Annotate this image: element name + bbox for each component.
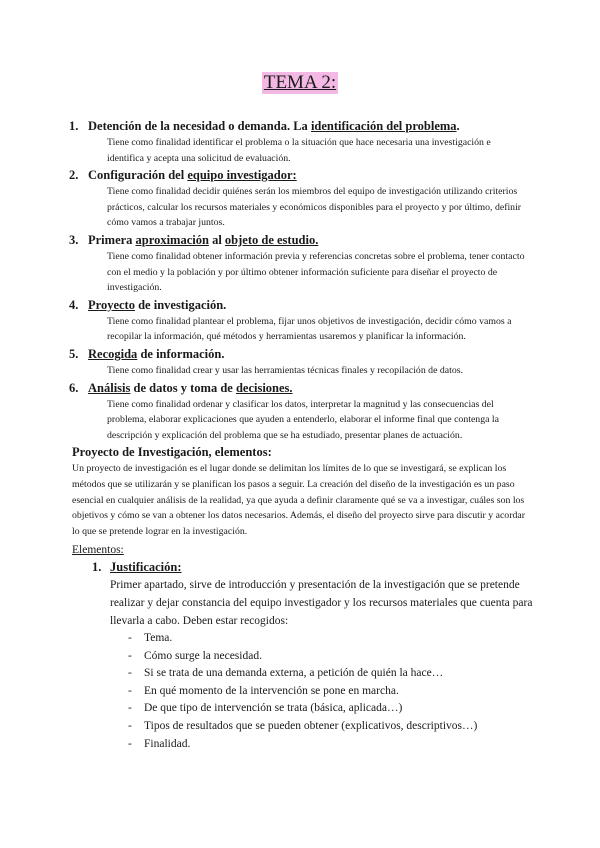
step-heading-underlined-2: decisiones. — [235, 380, 293, 395]
section-paragraph: Un proyecto de investigación es el lugar donde se delimitan los límites de lo que se investigará, se explican los métodos que se utilizarán y se planifican los pasos a seguir. La creación del diseño de la investigación es un paso esencial en cualquier análisis de la realidad, ya que ayuda a definir claramente qué se va a investigar, cuáles son los objetivos y cómo se van a obtener los datos necesarios. Además, el diseño del proyecto sirve para discutir y acordar lo que se pretende lograr en la investigación. — [72, 463, 525, 538]
justification-items — [128, 630, 532, 753]
step-description: Tiene como finalidad plantear el problema, fijar unos objetivos de investigación, decidir cómo vamos a recopilar la información, qué métodos y herramientas usaremos y planificar la información. — [107, 315, 512, 343]
step-heading-text: Configuración del — [88, 168, 188, 183]
list-item: - En qué momento de la intervención se pone en marcha. — [128, 683, 532, 701]
list-item: - De que tipo de intervención se trata (básica, aplicada…) — [128, 700, 532, 718]
list-item: - Tipos de resultados que se pueden obtener (explicativos, descriptivos…) — [128, 718, 532, 736]
project-section — [72, 444, 532, 753]
step-number: 1. — [69, 119, 79, 133]
justification-title: Justificación: — [110, 559, 182, 574]
step-number: 3. — [69, 232, 79, 247]
step-heading-underlined-2: objeto de estudio. — [224, 232, 319, 247]
step-heading-tail: . — [456, 119, 460, 133]
justification-number: 1. — [92, 559, 102, 574]
step-heading-underlined: equipo investigador: — [187, 168, 297, 183]
step-heading-underlined: Proyecto — [88, 297, 135, 312]
step-description: Tiene como finalidad obtener información previa y referencias concretas sobre el problema, tener contacto con el medio y la población y por último obtener información suficiente para diseñar el proyecto de investigación. — [107, 250, 525, 294]
step-heading-underlined: aproximación — [135, 232, 209, 247]
step-heading — [69, 297, 528, 314]
justification-heading — [92, 559, 532, 576]
step-heading-tail: de información. — [137, 346, 225, 361]
step-heading-middle: de datos y toma de — [130, 380, 236, 395]
step-heading-text: Detención de la necesidad o demanda. La — [88, 119, 311, 133]
step-heading — [69, 118, 528, 135]
step-item — [69, 232, 528, 296]
step-item — [69, 297, 528, 345]
step-number: 2. — [69, 168, 79, 183]
step-number: 4. — [69, 297, 79, 312]
step-heading-text: Primera — [88, 232, 136, 247]
step-number: 6. — [69, 380, 79, 395]
step-heading-tail: de investigación. — [134, 297, 227, 312]
step-description: Tiene como finalidad ordenar y clasificar los datos, interpretar la magnitud y las consecuencias del problema, elaborar explicaciones que ayuden a entenderlo, elaborar el informe final que contenga la descripción y explicación del problema que se ha estudiado, presentar planes de actuación. — [107, 398, 499, 441]
step-description: Tiene como finalidad identificar el problema o la situación que hace necesaria una investigación e identifica y acepta una solicitud de evaluación. — [107, 137, 491, 164]
step-heading — [69, 346, 528, 363]
step-heading-underlined: Recogida — [88, 346, 138, 361]
step-number: 5. — [69, 346, 79, 361]
step-description: Tiene como finalidad decidir quiénes serán los miembros del equipo de investigación utilizando criterios prácticos, calcular los recursos materiales y económicos disponibles para el proyecto y por último, definir cómo vamos a trabajar juntos. — [107, 186, 522, 229]
steps-list — [69, 118, 528, 444]
step-heading-underlined: identificación del problema — [310, 119, 457, 133]
section-title: Proyecto de Investigación, elementos: — [72, 445, 272, 459]
list-item: - Cómo surge la necesidad. — [128, 648, 532, 666]
step-heading — [69, 232, 528, 249]
elements-label: Elementos: — [72, 543, 124, 556]
step-heading-middle: al — [208, 232, 225, 247]
step-item — [69, 167, 528, 231]
list-item: - Tema. — [128, 630, 532, 648]
page-title: TEMA 2: — [263, 72, 337, 93]
step-item — [69, 118, 528, 166]
step-item — [69, 380, 528, 444]
step-heading-underlined: Análisis — [88, 380, 131, 395]
step-heading — [69, 380, 528, 397]
title-wrapper — [0, 72, 600, 94]
step-item — [69, 346, 528, 379]
step-heading — [69, 167, 528, 184]
justification-body: Primer apartado, sirve de introducción y presentación de la investigación que se pretende realizar y dejar constancia del equipo investigador y los recursos materiales que cuenta para llevarla a cabo. Deben estar recogidos: — [110, 578, 533, 627]
step-description: Tiene como finalidad crear y usar las herramientas técnicas finales y recopilación de datos. — [107, 364, 463, 376]
list-item: - Finalidad. — [128, 736, 532, 754]
list-item: - Si se trata de una demanda externa, a petición de quién la hace… — [128, 665, 532, 683]
